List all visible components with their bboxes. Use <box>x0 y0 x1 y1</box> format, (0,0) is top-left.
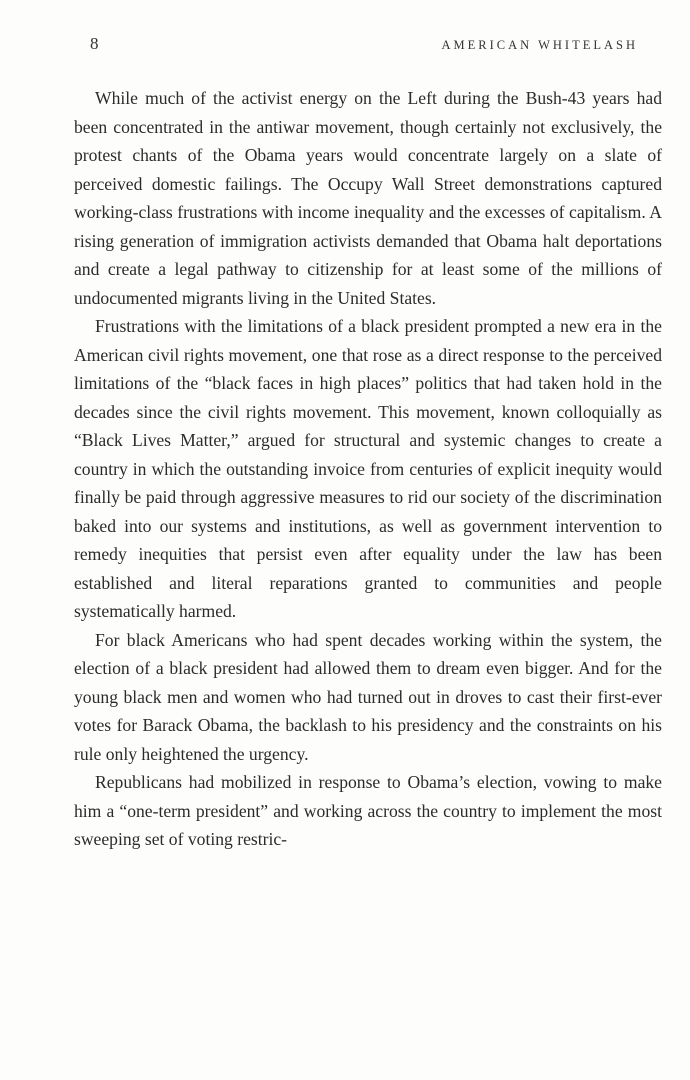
paragraph: For black Americans who had spent decades working within the system, the election of a black president had allowed them to dream even bigger. And for the young black men and women who had turned out in droves to cast their first-ever votes for Barack Obama, the backlash to his presidency and the constraints on his rule only heightened the urgency. <box>74 629 662 764</box>
paragraph: Republicans had mobilized in response to Obama’s election, vowing to make him a “one-term president” and working across the country to implement the most sweeping set of voting restric- <box>74 772 662 849</box>
page-number: 8 <box>90 34 99 53</box>
paragraph: While much of the activist energy on the Left during the Bush-43 years had been concentrated in the antiwar movement, though certainly not exclusively, the protest chants of the Obama years would concentrate largely on a slate of perceived domestic failings. The Occupy Wall Street demonstrations captured working-class frustrations with income inequality and the excesses of capitalism. A rising generation of immigration activists demanded that Obama halt deportations and create a legal pathway to citizenship for at least some of the millions of undocumented migrants living in the United States. <box>74 88 662 308</box>
text-body <box>74 84 662 854</box>
paragraph: Frustrations with the limitations of a black president prompted a new era in the American civil rights movement, one that rose as a direct response to the perceived limitations of the “black faces in high places” politics that had taken hold in the decades since the civil rights movement. This movement, known colloquially as “Black Lives Matter,” argued for structural and systemic changes to create a country in which the outstanding invoice from centuries of explicit inequity would finally be paid through aggressive measures to rid our society of the discrimination baked into our systems and institutions, as well as government intervention to remedy inequities that persist even after equality under the law has been established and literal reparations granted to communities and people systematically harmed. <box>74 316 662 621</box>
running-head: AMERICAN WHITELASH <box>441 38 638 52</box>
